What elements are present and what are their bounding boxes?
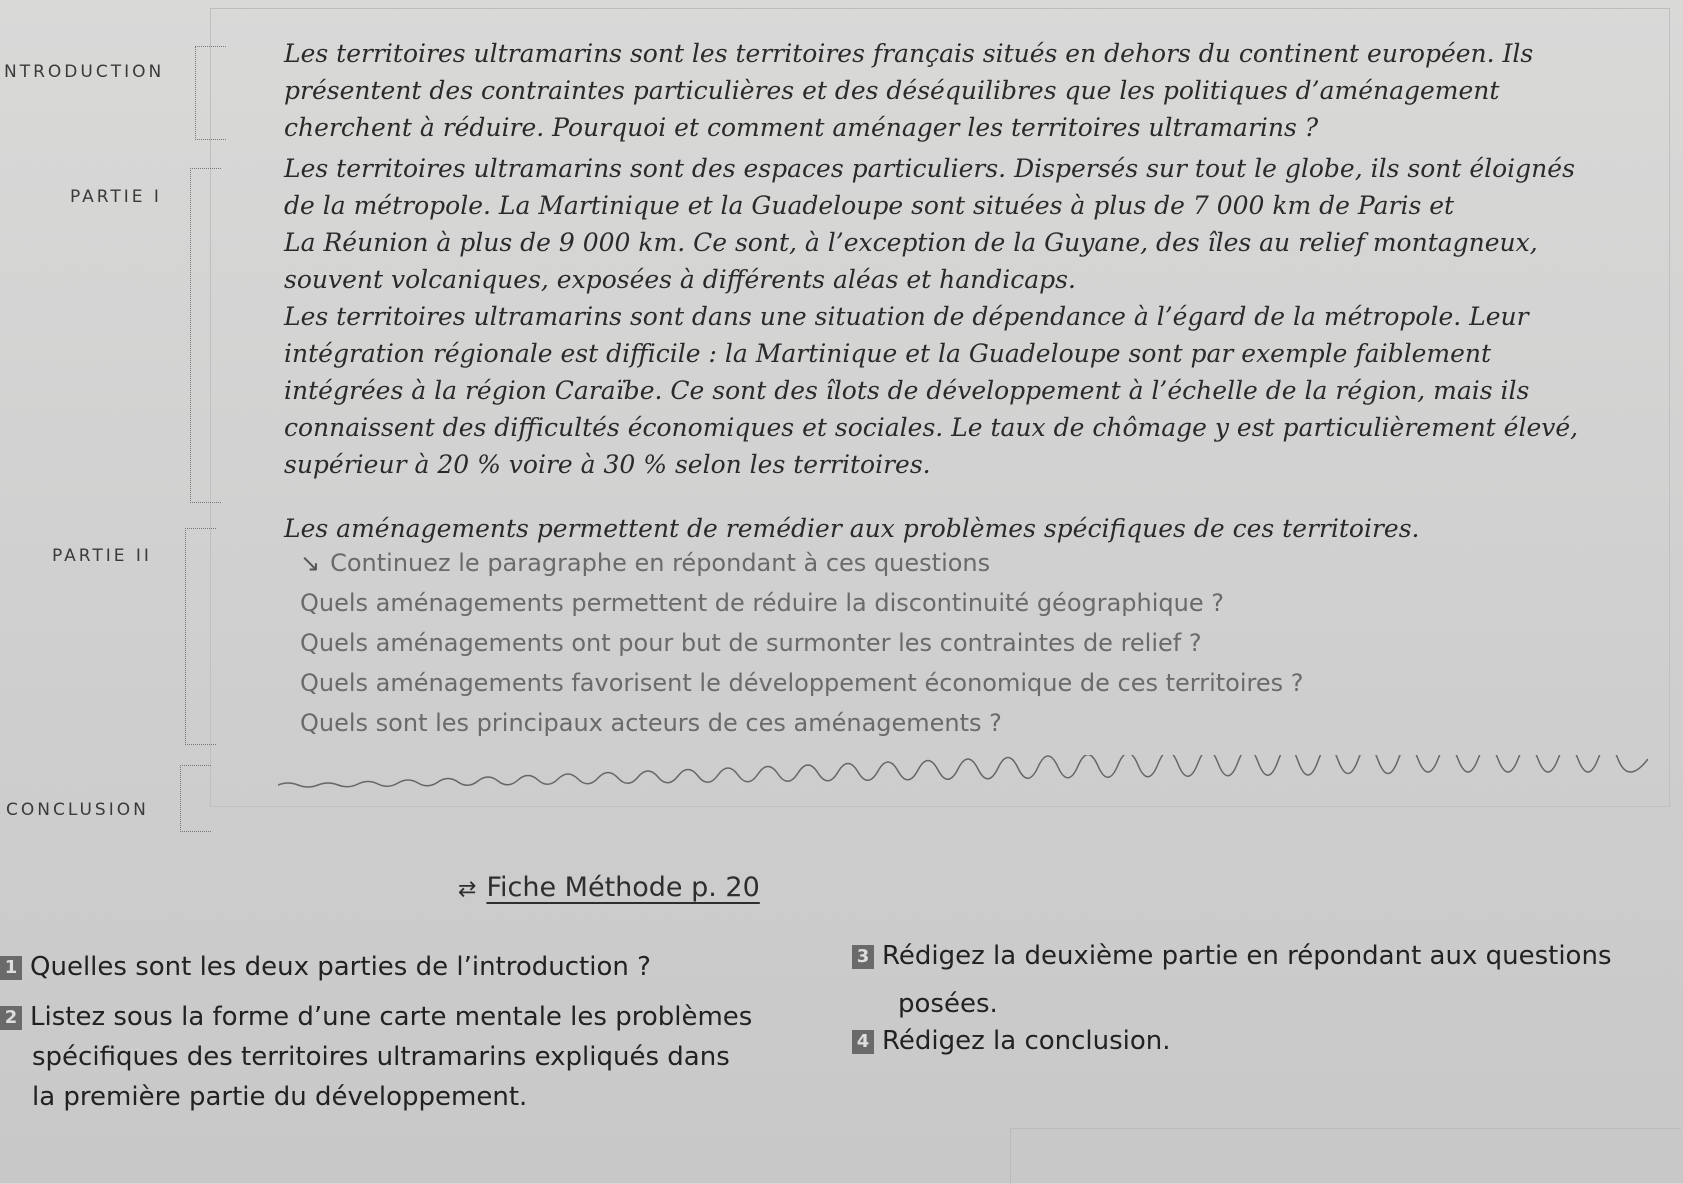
- partie1-line: supérieur à 20 % voire à 30 % selon les territoires.: [284, 450, 931, 479]
- intro-line: cherchent à réduire. Pourquoi et comment aménager les territoires ultramarins ?: [284, 113, 1319, 142]
- partie1-line: Les territoires ultramarins sont dans une situation de dépendance à l’égard de la métropole. Leur: [284, 302, 1529, 331]
- task-3-line: Rédigez la deuxième partie en répondant aux questions: [882, 941, 1612, 971]
- label-partie-2: PARTIE II: [52, 546, 152, 566]
- page-corner-lines: [1010, 1128, 1681, 1184]
- method-link-text: Fiche Méthode p. 20: [486, 872, 760, 903]
- method-link[interactable]: [458, 872, 760, 903]
- intro-line: Les territoires ultramarins sont les territoires français situés en dehors du continent européen. Ils: [284, 39, 1534, 68]
- question-item: Quels aménagements favorisent le développement économique de ces territoires ?: [300, 669, 1304, 697]
- instruction-line: [300, 543, 1304, 583]
- partie1-line: souvent volcaniques, exposées à différents aléas et handicaps.: [284, 265, 1076, 294]
- introduction-paragraph: [284, 35, 1533, 146]
- task-4-text: Rédigez la conclusion.: [882, 1026, 1171, 1056]
- question-item: Quels aménagements ont pour but de surmonter les contraintes de relief ?: [300, 629, 1202, 657]
- partie1-line: intégrées à la région Caraïbe. Ce sont des îlots de développement à l’échelle de la région, mais ils: [284, 376, 1530, 405]
- partie1-line: connaissent des difficultés économiques et sociales. Le taux de chômage y est particulièrement élevé,: [284, 413, 1579, 442]
- task-2-line: spécifiques des territoires ultramarins expliqués dans: [32, 1042, 730, 1072]
- task-4: [852, 1026, 1171, 1056]
- task-4-number: 4: [852, 1030, 874, 1054]
- partie1-line: intégration régionale est difficile : la Martinique et la Guadeloupe sont par exemple faiblement: [284, 339, 1492, 368]
- label-partie-1: PARTIE I: [70, 187, 162, 207]
- task-1-text: Quelles sont les deux parties de l’introduction ?: [30, 952, 651, 982]
- arrow-icon: ↘: [300, 549, 321, 577]
- question-item: Quels aménagements permettent de réduire la discontinuité géographique ?: [300, 589, 1224, 617]
- intro-line: présentent des contraintes particulières et des déséquilibres que les politiques d’aménagement: [284, 76, 1500, 105]
- task-2-number: 2: [0, 1006, 22, 1030]
- partie1-line: La Réunion à plus de 9 000 km. Ce sont, à l’exception de la Guyane, des îles au relief montagneux,: [284, 228, 1538, 257]
- partie2-intro-line: Les aménagements permettent de remédier aux problèmes spécifiques de ces territoires.: [284, 514, 1420, 543]
- task-1-number: 1: [0, 956, 22, 980]
- bracket-conclusion: [180, 765, 211, 832]
- method-arrows-icon: ⇄: [458, 877, 477, 902]
- label-introduction: NTRODUCTION: [4, 62, 165, 82]
- partie1-line: de la métropole. La Martinique et la Guadeloupe sont situées à plus de 7 000 km de Paris et: [284, 191, 1455, 220]
- task-2: [0, 997, 752, 1117]
- bracket-introduction: [195, 46, 226, 140]
- label-conclusion: CONCLUSION: [6, 800, 149, 820]
- task-2-line: la première partie du développement.: [32, 1082, 528, 1112]
- partie-2-questions: [300, 543, 1304, 743]
- partie1-line: Les territoires ultramarins sont des espaces particuliers. Dispersés sur tout le globe, ils sont éloignés: [284, 154, 1575, 183]
- partie-1-paragraph: [284, 150, 1578, 483]
- partie-2-intro: [284, 510, 1420, 547]
- question-item: Quels sont les principaux acteurs de ces aménagements ?: [300, 709, 1002, 737]
- bracket-partie-2: [185, 528, 216, 745]
- wavy-divider: [278, 755, 1648, 795]
- instruction-text: Continuez le paragraphe en répondant à ces questions: [330, 549, 991, 577]
- task-3: [852, 932, 1612, 1028]
- task-3-line: posées.: [898, 989, 998, 1019]
- task-3-number: 3: [852, 945, 874, 969]
- task-1: [0, 952, 651, 982]
- bracket-partie-1: [190, 168, 221, 503]
- task-2-line: Listez sous la forme d’une carte mentale les problèmes: [30, 1002, 753, 1032]
